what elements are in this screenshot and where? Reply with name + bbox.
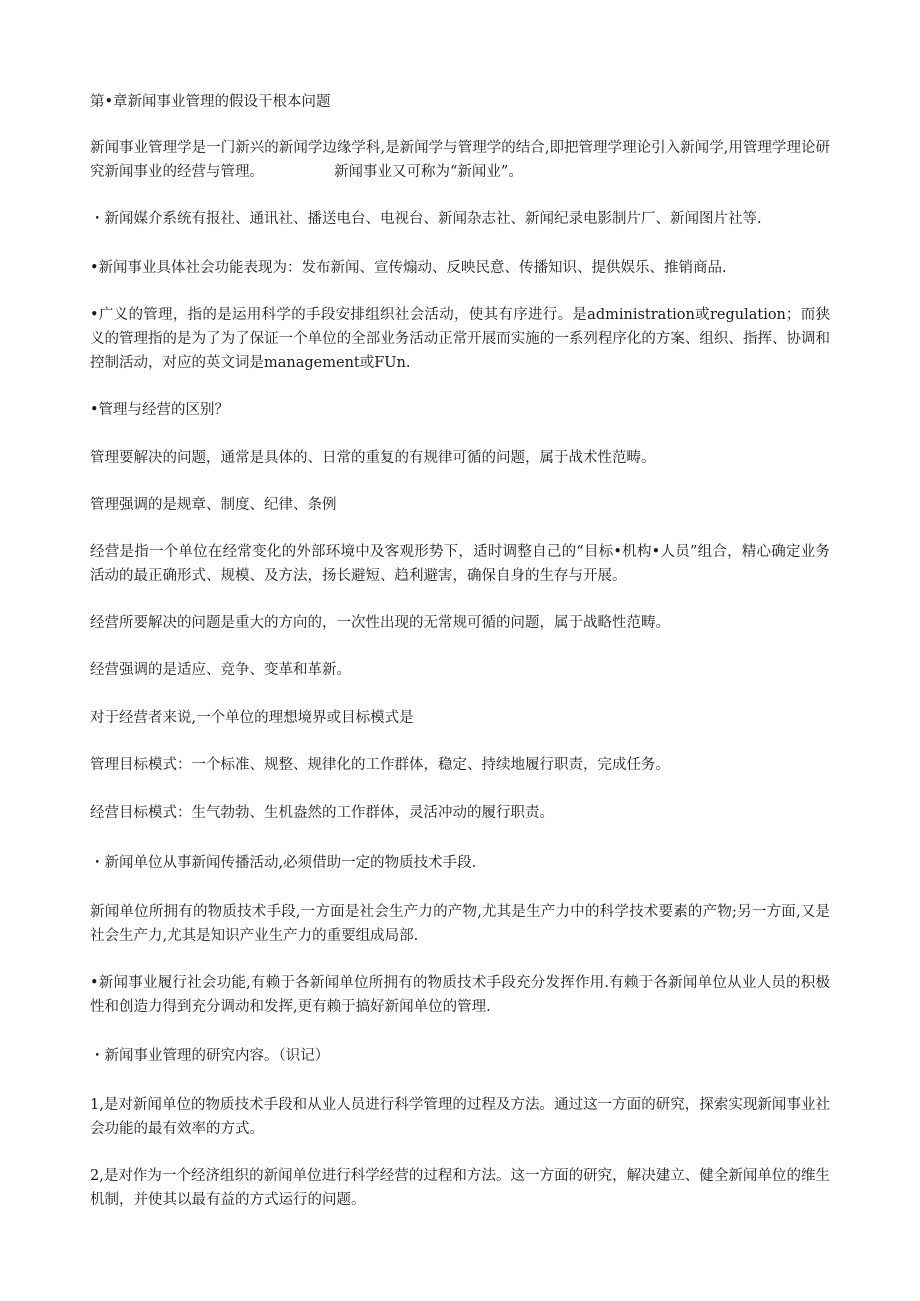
paragraph-intro-main: 新闻事业管理学是一门新兴的新闻学边缘学科,是新闻学与管理学的结合,即把管理学理论引入新闻学,用管理学理论研究新闻事业的经营与管理。 [90,140,830,180]
paragraph-management-target-model: 管理目标模式：一个标准、规整、规律化的工作群体，稳定、持续地履行职责，完成任务。 [90,757,670,773]
paragraph-technical-means: ・新闻单位从事新闻传播活动,必须借助一定的物质技术手段. [90,855,477,871]
paragraph-operation-emphasis: 经营强调的是适应、竞争、变革和革新。 [90,662,351,678]
paragraph-fulfil-social-functions: •新闻事业履行社会功能,有赖于各新闻单位所拥有的物质技术手段充分发挥作用.有赖于各新闻单位从业人员的积极性和创造力得到充分调动和发挥,更有赖于搞好新闻单位的管理. [90,975,830,1015]
paragraph-ideal-target: 对于经营者来说,一个单位的理想境界或目标模式是 [90,710,414,726]
paragraph-management-emphasis: 管理强调的是规章、制度、纪律、条例 [90,497,337,513]
paragraph-operation-problems: 经营所要解决的问题是重大的方向的，一次性出现的无常规可循的问题，属于战略性范畴。 [90,615,670,631]
document-title: 第•章新闻事业管理的假设干根本问题 [90,94,331,110]
paragraph-technical-means-nature: 新闻单位所拥有的物质技术手段,一方面是社会生产力的产物,尤其是生产力中的科学技术要素的产物;另一方面,又是社会生产力,尤其是知识产业生产力的重要组成局部. [90,904,830,944]
paragraph-management-problems: 管理要解决的问题，通常是具体的、日常的重复的有规律可循的问题，属于战术性范畴。 [90,450,656,466]
paragraph-research-item-2: 2,是对作为一个经济组织的新闻单位进行科学经营的过程和方法。这一方面的研究，解决建立、健全新闻单位的维生机制，并使其以最有益的方式运行的问题。 [90,1168,830,1208]
paragraph-intro-alias: 新闻事业又可称为“新闻业”。 [334,164,523,180]
paragraph-social-functions: •新闻事业具体社会功能表现为：发布新闻、宣传煽动、反映民意、传播知识、提供娱乐、推销商品. [90,260,727,276]
paragraph-operation-definition: 经营是指一个单位在经常变化的外部环境中及客观形势下，适时调整自己的“目标•机构•人员”组合，精心确定业务活动的最正确形式、规模、及方法，扬长避短、趋利避害，确保自身的生存与开展。 [90,544,830,584]
paragraph-research-content: ・新闻事业管理的研究内容。（识记） [90,1048,330,1064]
paragraph-management-vs-operation: •管理与经营的区别？ [90,402,230,418]
paragraph-management-definition: •广义的管理，指的是运用科学的手段安排组织社会活动，使其有序进行。是administration或regulation；而狭义的管理指的是为了为了保证一个单位的全部业务活动正常开展而实施的一系列程序化的方案、组织、指挥、协调和控制活动，对应的英文词是management或FUn. [90,307,830,371]
paragraph-operation-target-model: 经营目标模式：生气勃勃、生机盎然的工作群体，灵活冲动的履行职责。 [90,805,554,821]
paragraph-media-systems: ・新闻媒介系统有报社、通讯社、播送电台、电视台、新闻杂志社、新闻纪录电影制片厂、新闻图片社等. [90,211,762,227]
paragraph-intro [90,136,830,184]
paragraph-research-item-1: 1,是对新闻单位的物质技术手段和从业人员进行科学管理的过程及方法。通过这一方面的研究，探索实现新闻事业社会功能的最有效率的方式。 [90,1097,830,1137]
